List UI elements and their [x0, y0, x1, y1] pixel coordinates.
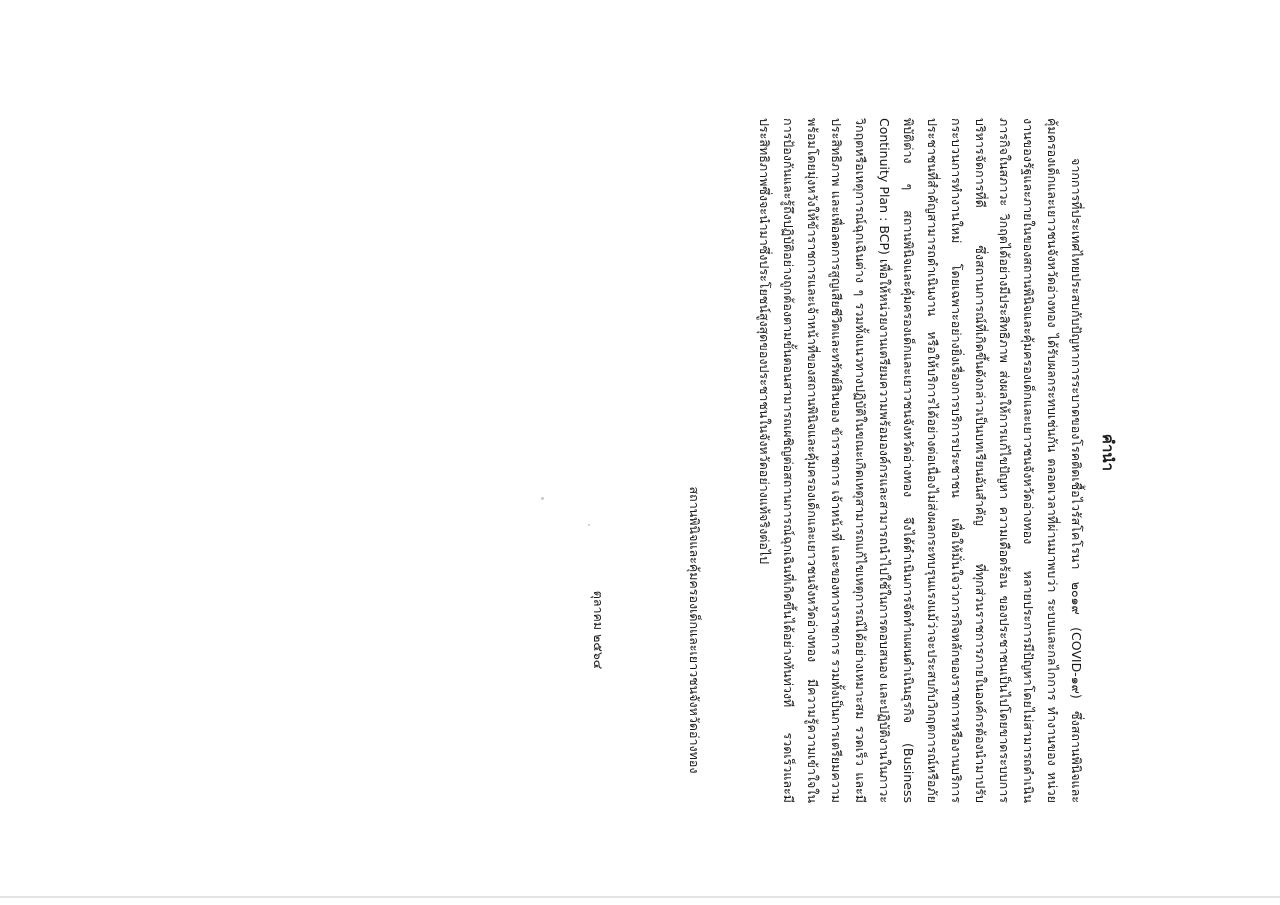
signature-block — [587, 470, 705, 790]
preface-paragraph: จากการที่ประเทศไทยประสบกับปัญหาการระบาดของโรคติดเชื้อไวรัสโคโรนา ๒๐๑๙ (COVID-๑๙) ซึ่งสถานพินิจและคุ้มครองเด็กและเยาวชนจังหวัดอ่างทอง ได้รับผลกระทบเช่นกัน ตลอดเวลาที่ผ่านมาพบว่า ระบบและกลไกการ ทำงานของ หน่วยงานของรัฐและภายในของสถานพินิจและคุ้มครองเด็กและเยาวชนจังหวัดอ่างทอง หลายประการมีปัญหาโดยไม่สามารถดำเนินภารกิจในสภาวะ วิกฤตได้อย่างมีประสิทธิภาพ ส่งผลให้การแก้ไขปัญหา ความเดือดร้อน ของประชาชนเป็นไปโดยขาดระบบการบริหารจัดการที่ดี ซึ่งสถานการณ์ที่เกิดขึ้นดังกล่าวเป็นบทเรียนอันสำคัญ ที่ทุกส่วนราชการภายในองค์กรต้องนำมาปรับ กระบวนการทำงานใหม่ โดยเฉพาะอย่างยิ่งเรื่องการบริการประชาชน เพื่อให้มั่นใจว่าภารกิจหลักของราชการหรืองานบริการประชาชนที่สำคัญสามารถดำเนินงาน หรือให้บริการได้อย่างต่อเนื่องไม่ส่งผลกระทบรุนแรงแม้ว่าจะประสบกับวิกฤตการณ์หรือภัยพิบัติต่าง ๆ สถานพินิจและคุ้มครองเด็กและเยาวชนจังหวัดอ่างทอง จึงได้ดำเนินการจัดทำแผนดำเนินธุรกิจ (Business Continuity Plan : BCP) เพื่อให้หน่วยงานเตรียมความพร้อมองค์กรและสามารถนำไปใช้ในการตอบสนอง และปฏิบัติงานในภาวะวิกฤตหรือเหตุการณ์ฉุกเฉินต่าง ๆ รวมทั้งแนวทางปฏิบัติในขณะเกิดเหตุสามารถแก้ไขเหตุการณ์ได้อย่างเหมาะสม รวดเร็ว และมีประสิทธิภาพ และเพื่อลดการสูญเสียชีวิตและทรัพย์สินของ ข้าราชการ เจ้าหน้าที่ และของทางราชการ รวมทั้งเป็นการเตรียมความพร้อมโดยมุ่งหวังให้ข้าราชการและเจ้าหน้าที่ของสถานพินิจและคุ้มครองเด็กและเยาวชนจังหวัดอ่างทอง มีความรู้ความเข้าใจในการป้องกันและรู้ถึงปฏิบัติอย่างถูกต้องตามขั้นตอนสามารถเผชิญต่อสถานการณ์ฉุกเฉินที่เกิดขึ้นได้อย่างทันท่วงที รวดเร็วและมีประสิทธิภาพซึ่งจะนำมาซึ่งประโยชน์สูงสุดของประชาชนในจังหวัดอย่างแท้จริงต่อไป — [757, 118, 1084, 803]
signature-organization: สถานพินิจและคุ้มครองเด็กและเยาวชนจังหวัดอ่างทอง — [687, 486, 702, 774]
signature-date: ตุลาคม ๒๕๖๔ — [591, 590, 606, 670]
page-title: คำนำ — [1099, 433, 1117, 472]
